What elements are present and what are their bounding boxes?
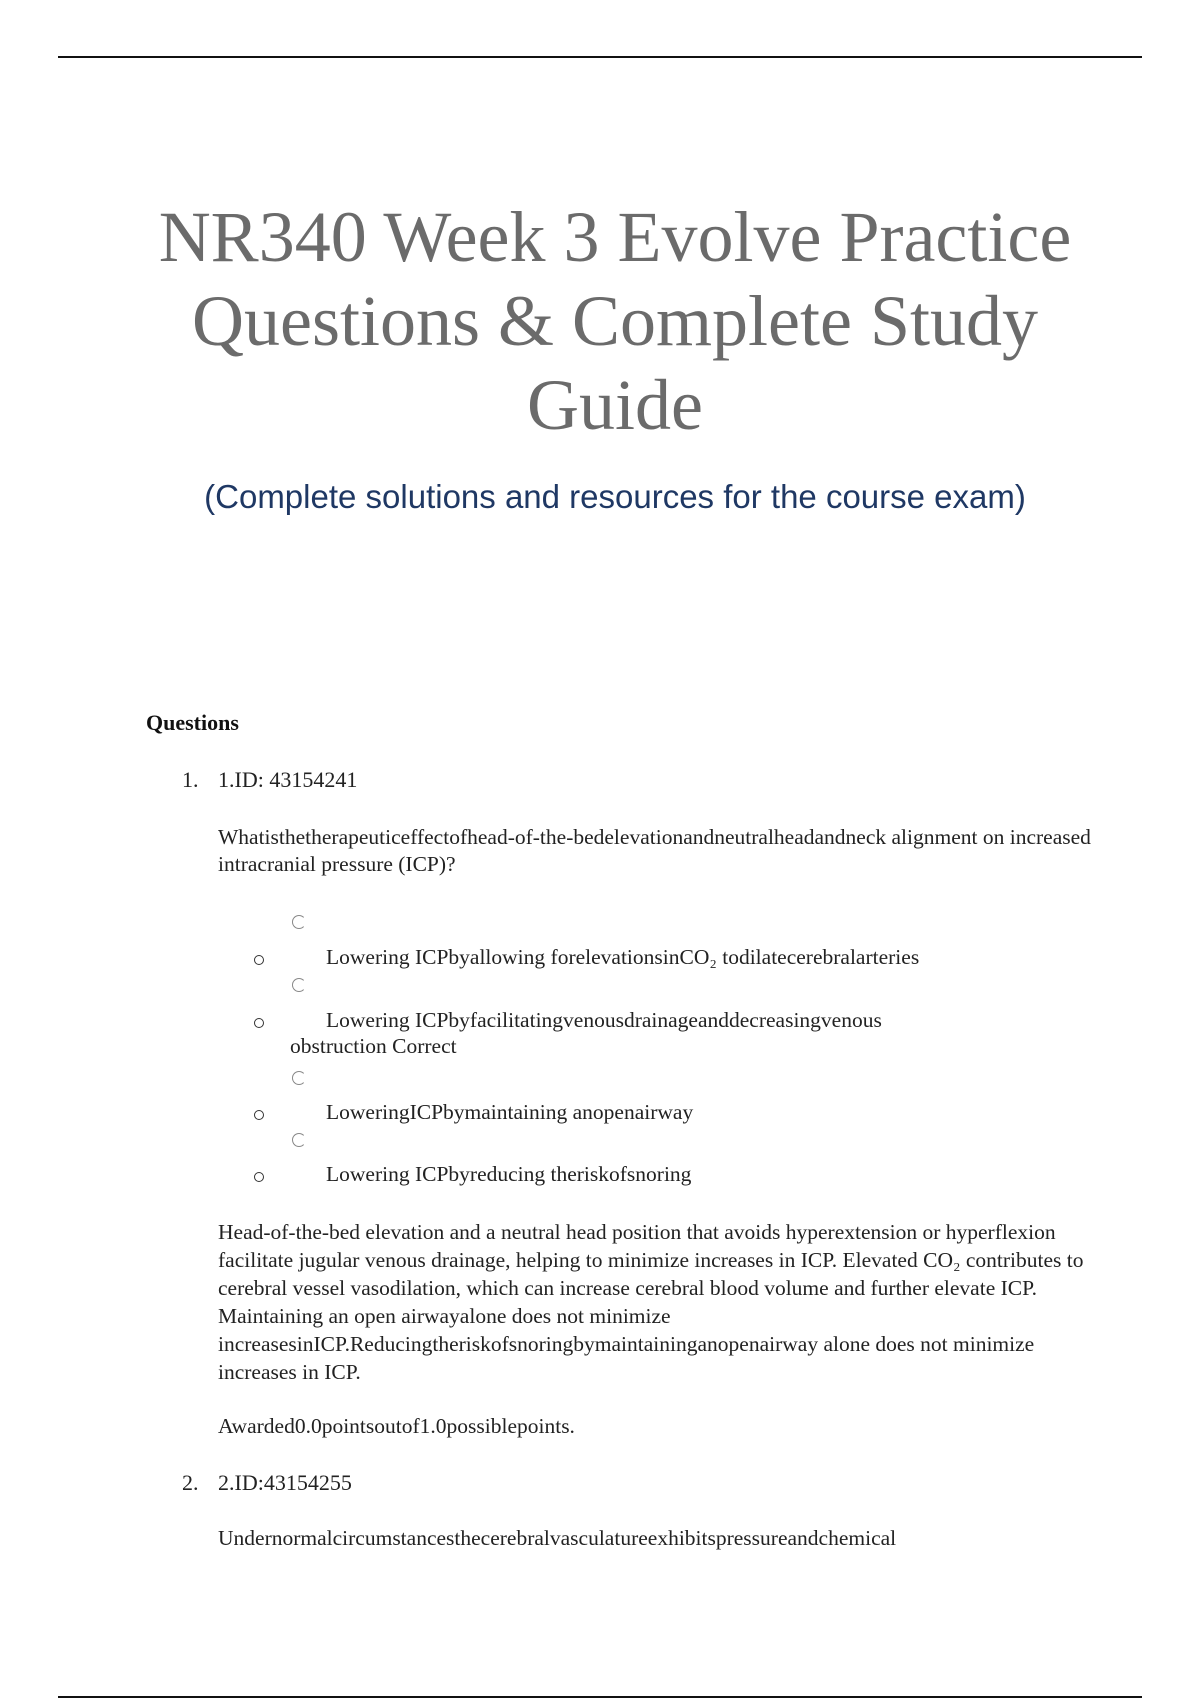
question-text: Undernormalcircumstancesthecerebralvasculatureexhibitspressureandchemical <box>218 1526 897 1550</box>
question-id: 2.ID:43154255 <box>218 1470 352 1495</box>
question-number: 1. <box>182 767 199 792</box>
option-text: Lowering ICPbyreducing theriskofsnoring <box>326 1162 692 1186</box>
bullet-icon <box>254 1110 264 1120</box>
points-awarded: Awarded0.0pointsoutof1.0possiblepoints. <box>218 1414 575 1438</box>
bottom-rule <box>58 1696 1142 1698</box>
document-title: NR340 Week 3 Evolve Practice Questions & Complete Study Guide <box>158 197 1072 445</box>
question-id: 1.ID: 43154241 <box>218 767 358 792</box>
bullet-icon <box>254 1018 264 1028</box>
option-radio[interactable] <box>292 978 306 992</box>
bullet-icon <box>254 955 264 965</box>
document-subtitle: (Complete solutions and resources for the course exam) <box>204 478 1026 515</box>
question-number: 2. <box>182 1470 199 1495</box>
option-radio[interactable] <box>292 915 306 929</box>
option-radio[interactable] <box>292 1133 306 1147</box>
rationale-text: Head-of-the-bed elevation and a neutral head position that avoids hyperextension or hyperflexion facilitate jugular venous drainage, helping to minimize increases in ICP. Elevated CO₂ contributes to cerebral vessel vasodilation, which can increase cerebral blood volume and further elevate ICP. Maintaining an open airwayalone does not minimize increasesinICP.Reducingtheriskofsnoringbymaintaininganopenairway alone does not minimize increases in ICP. <box>218 1220 1084 1384</box>
bullet-icon <box>254 1172 264 1182</box>
section-heading: Questions <box>146 710 239 735</box>
top-rule <box>58 56 1142 58</box>
option-text-continuation: obstruction Correct <box>290 1034 457 1058</box>
option-text: Lowering ICPbyallowing forelevationsinCO₂ todilatecerebralarteries <box>326 945 920 969</box>
question-text: Whatisthetherapeuticeffectofhead-of-the-bedelevationandneutralheadandneck alignment on increased intracranial pressure (ICP)? <box>218 825 1091 876</box>
option-text: Lowering ICPbyfacilitatingvenousdrainageanddecreasingvenous <box>326 1008 882 1032</box>
option-text: LoweringICPbymaintaining anopenairway <box>326 1100 694 1124</box>
option-radio[interactable] <box>292 1071 306 1085</box>
